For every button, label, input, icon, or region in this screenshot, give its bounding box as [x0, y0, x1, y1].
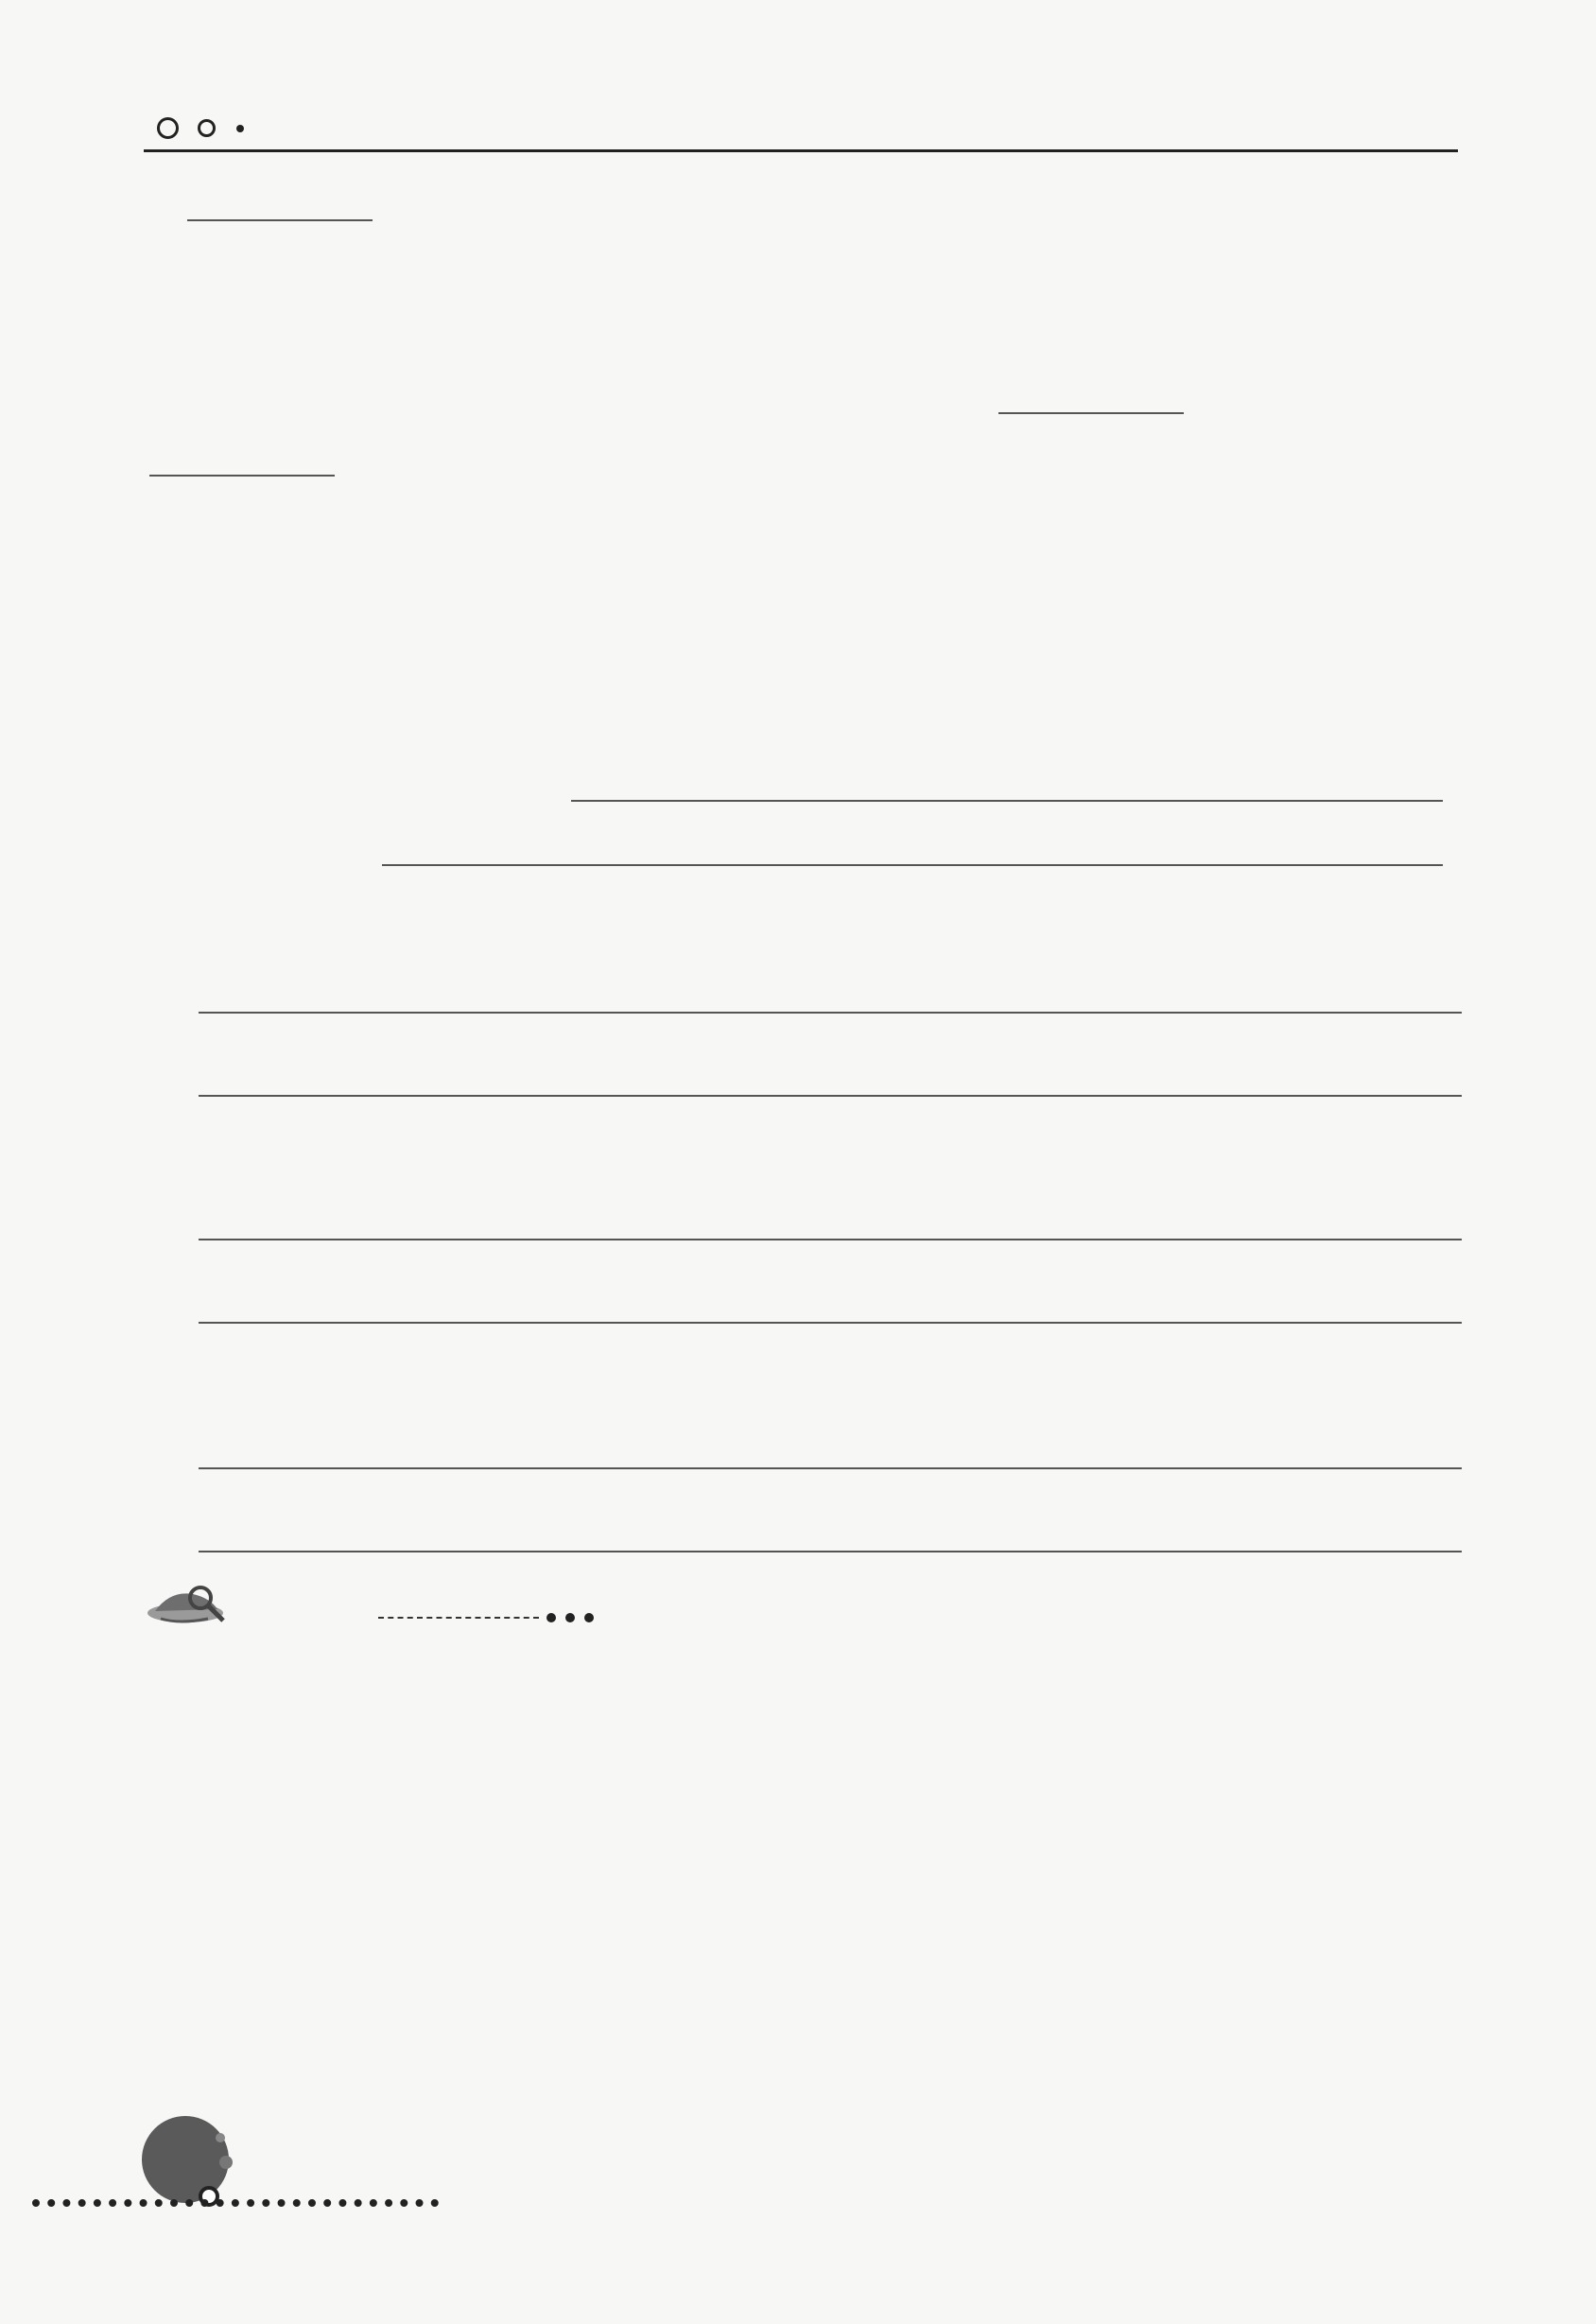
question-4-line1	[199, 1012, 1462, 1014]
section-title-dashes	[378, 1617, 539, 1619]
question-3-1-line	[571, 800, 1443, 802]
footer-bubble-small-icon	[216, 2133, 225, 2142]
question-4-line2	[199, 1095, 1462, 1097]
header-circle-large-icon	[157, 117, 179, 139]
question-5-line1	[199, 1239, 1462, 1240]
footer-bubble-medium-icon	[219, 2156, 233, 2169]
blank2-line	[998, 412, 1184, 414]
header-circle-medium-icon	[198, 119, 216, 137]
question-6-line1	[199, 1467, 1462, 1469]
blank3-line	[149, 475, 335, 477]
section-dot-3-icon	[584, 1613, 594, 1622]
section-dot-1-icon	[546, 1613, 556, 1622]
header-title	[144, 110, 244, 144]
blank1-line	[187, 219, 373, 221]
header-rule	[144, 149, 1458, 152]
header-dot-icon	[236, 125, 244, 132]
question-5-line2	[199, 1322, 1462, 1324]
section-icon	[142, 1577, 233, 1630]
question-6-line2	[199, 1551, 1462, 1552]
section-dot-2-icon	[565, 1613, 575, 1622]
footer-dotted-rule	[32, 2199, 439, 2207]
question-3-2-line	[382, 864, 1443, 866]
